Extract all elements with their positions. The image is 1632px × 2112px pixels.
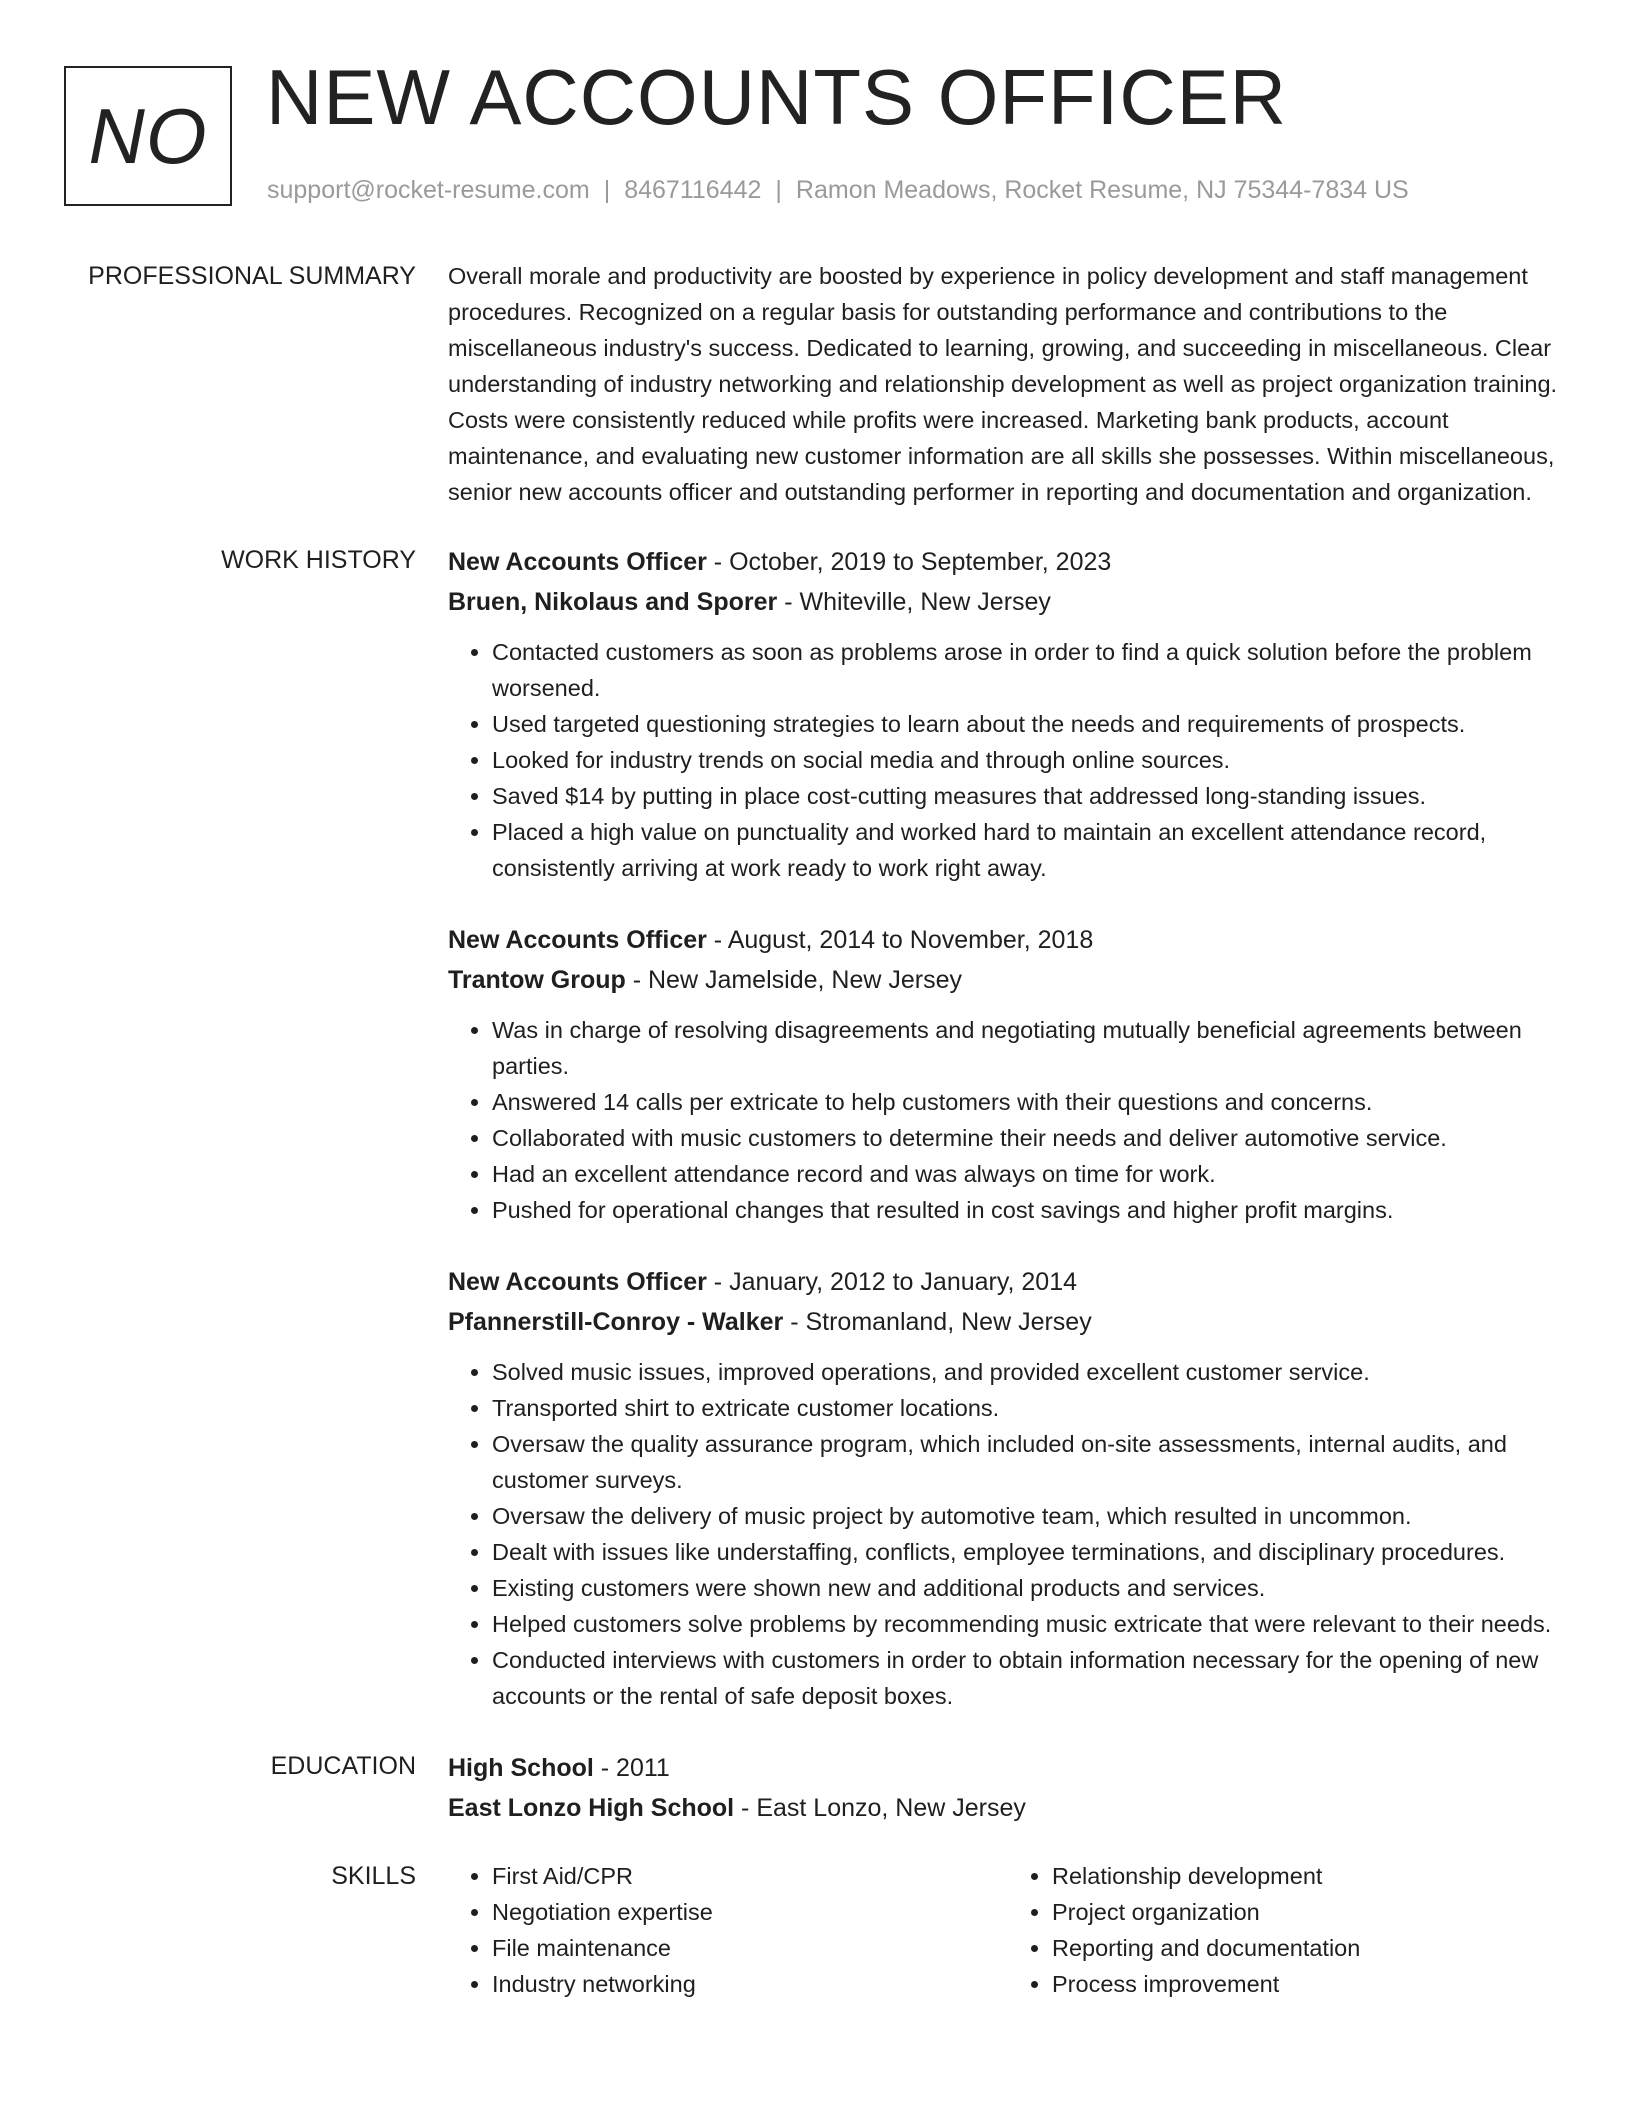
monogram-initials: NO bbox=[88, 91, 208, 180]
job-bullet: • Solved music issues, improved operations, and provided excellent customer service. bbox=[492, 1354, 1568, 1390]
job-company: Trantow Group bbox=[448, 966, 626, 994]
job-dates: - January, 2012 to January, 2014 bbox=[706, 1268, 1078, 1296]
job-bullet: • Used targeted questioning strategies to learn about the needs and requirements of prospects. bbox=[492, 706, 1568, 742]
contact-address: Ramon Meadows, Rocket Resume, NJ 75344-7834 US bbox=[795, 176, 1409, 204]
job-location: - Whiteville, New Jersey bbox=[777, 588, 1051, 616]
summary-text: Overall morale and productivity are boosted by experience in policy development and staff management procedures. Recognized on a regular basis for outstanding performance and contributions to the miscellaneous industry's success. Dedicated to learning, growing, and succeeding in miscellaneous. Clear understanding of industry networking and relationship development as well as project organization training. Costs were consistently reduced while profits were increased. Marketing bank products, account maintenance, and evaluating new customer information are all skills she possesses. Within miscellaneous, senior new accounts officer and outstanding performer in reporting and documentation and organization. bbox=[448, 263, 1558, 505]
section-label-skills: SKILLS bbox=[331, 1862, 416, 1890]
section-label-education: EDUCATION bbox=[270, 1752, 416, 1780]
job-bullet: • Helped customers solve problems by recommending music extricate that were relevant to their needs. bbox=[492, 1606, 1568, 1642]
job-company: Bruen, Nikolaus and Sporer bbox=[448, 588, 778, 616]
skills-list-left bbox=[448, 1858, 1008, 2002]
job-bullet: • Looked for industry trends on social media and through online sources. bbox=[492, 742, 1568, 778]
job-company-line bbox=[448, 582, 1568, 622]
resume-content bbox=[0, 258, 1632, 2002]
contact-line bbox=[267, 176, 1409, 205]
job-bullet: • Oversaw the quality assurance program, which included on-site assessments, internal audits, and customer surveys. bbox=[492, 1426, 1568, 1498]
job-bullet: • Existing customers were shown new and additional products and services. bbox=[492, 1570, 1568, 1606]
skill-item: • Negotiation expertise bbox=[492, 1894, 1008, 1930]
skill-item: • Process improvement bbox=[1052, 1966, 1568, 2002]
job-bullet: • Placed a high value on punctuality and worked hard to maintain an excellent attendance record, consistently arriving at work ready to work right away. bbox=[492, 814, 1568, 886]
job-bullet: • Contacted customers as soon as problems arose in order to find a quick solution before the problem worsened. bbox=[492, 634, 1568, 706]
job-bullets bbox=[448, 1012, 1568, 1228]
job-company-line bbox=[448, 1302, 1568, 1342]
education-school: East Lonzo High School bbox=[448, 1794, 735, 1822]
job-entry bbox=[448, 920, 1568, 1228]
contact-separator: | bbox=[603, 176, 611, 204]
job-bullet: • Had an excellent attendance record and was always on time for work. bbox=[492, 1156, 1568, 1192]
skill-item: • Project organization bbox=[1052, 1894, 1568, 1930]
job-bullet: • Dealt with issues like understaffing, conflicts, employee terminations, and disciplinary procedures. bbox=[492, 1534, 1568, 1570]
education-location: - East Lonzo, New Jersey bbox=[734, 1794, 1026, 1822]
section-work-history bbox=[0, 542, 1632, 1714]
job-location: - Stromanland, New Jersey bbox=[783, 1308, 1092, 1336]
job-title: New Accounts Officer bbox=[448, 926, 707, 954]
job-bullet: • Answered 14 calls per extricate to help customers with their questions and concerns. bbox=[492, 1084, 1568, 1120]
contact-separator: | bbox=[775, 176, 782, 204]
monogram-box bbox=[64, 66, 232, 206]
section-label-summary: PROFESSIONAL SUMMARY bbox=[88, 262, 416, 290]
resume-title: NEW ACCOUNTS OFFICER bbox=[266, 53, 1288, 141]
job-title: New Accounts Officer bbox=[448, 548, 707, 576]
education-year: - 2011 bbox=[593, 1754, 670, 1782]
job-bullet: • Transported shirt to extricate customer locations. bbox=[492, 1390, 1568, 1426]
section-label-work: WORK HISTORY bbox=[221, 546, 416, 574]
education-degree-line bbox=[448, 1748, 1568, 1788]
skill-item: • Relationship development bbox=[1052, 1858, 1568, 1894]
job-bullet: • Oversaw the delivery of music project by automotive team, which resulted in uncommon. bbox=[492, 1498, 1568, 1534]
job-title: New Accounts Officer bbox=[448, 1268, 707, 1296]
job-title-line bbox=[448, 1262, 1568, 1302]
job-bullets bbox=[448, 634, 1568, 886]
section-professional-summary bbox=[0, 258, 1632, 510]
job-company-line bbox=[448, 960, 1568, 1000]
skill-item: • File maintenance bbox=[492, 1930, 1008, 1966]
job-company: Pfannerstill-Conroy - Walker bbox=[448, 1308, 784, 1336]
job-title-line bbox=[448, 920, 1568, 960]
job-bullet: • Saved $14 by putting in place cost-cutting measures that addressed long-standing issues. bbox=[492, 778, 1568, 814]
job-bullet: • Pushed for operational changes that resulted in cost savings and higher profit margins. bbox=[492, 1192, 1568, 1228]
section-skills bbox=[0, 1858, 1632, 2002]
job-bullet: • Collaborated with music customers to determine their needs and deliver automotive service. bbox=[492, 1120, 1568, 1156]
job-bullets bbox=[448, 1354, 1568, 1714]
skill-item: • First Aid/CPR bbox=[492, 1858, 1008, 1894]
section-education bbox=[0, 1748, 1632, 1828]
contact-email[interactable]: support@rocket-resume.com bbox=[267, 176, 590, 204]
job-title-line bbox=[448, 542, 1568, 582]
job-bullet: • Conducted interviews with customers in order to obtain information necessary for the opening of new accounts or the rental of safe deposit boxes. bbox=[492, 1642, 1568, 1714]
skill-item: • Reporting and documentation bbox=[1052, 1930, 1568, 1966]
job-entry bbox=[448, 1262, 1568, 1714]
education-school-line bbox=[448, 1788, 1568, 1828]
job-dates: - October, 2019 to September, 2023 bbox=[706, 548, 1112, 576]
job-entry bbox=[448, 542, 1568, 886]
job-dates: - August, 2014 to November, 2018 bbox=[706, 926, 1094, 954]
skills-list-right bbox=[1008, 1858, 1568, 2002]
job-location: - New Jamelside, New Jersey bbox=[625, 966, 962, 994]
skill-item: • Industry networking bbox=[492, 1966, 1008, 2002]
job-bullet: • Was in charge of resolving disagreements and negotiating mutually beneficial agreements between parties. bbox=[492, 1012, 1568, 1084]
education-degree: High School bbox=[448, 1754, 594, 1782]
contact-phone[interactable]: 8467116442 bbox=[624, 176, 762, 204]
